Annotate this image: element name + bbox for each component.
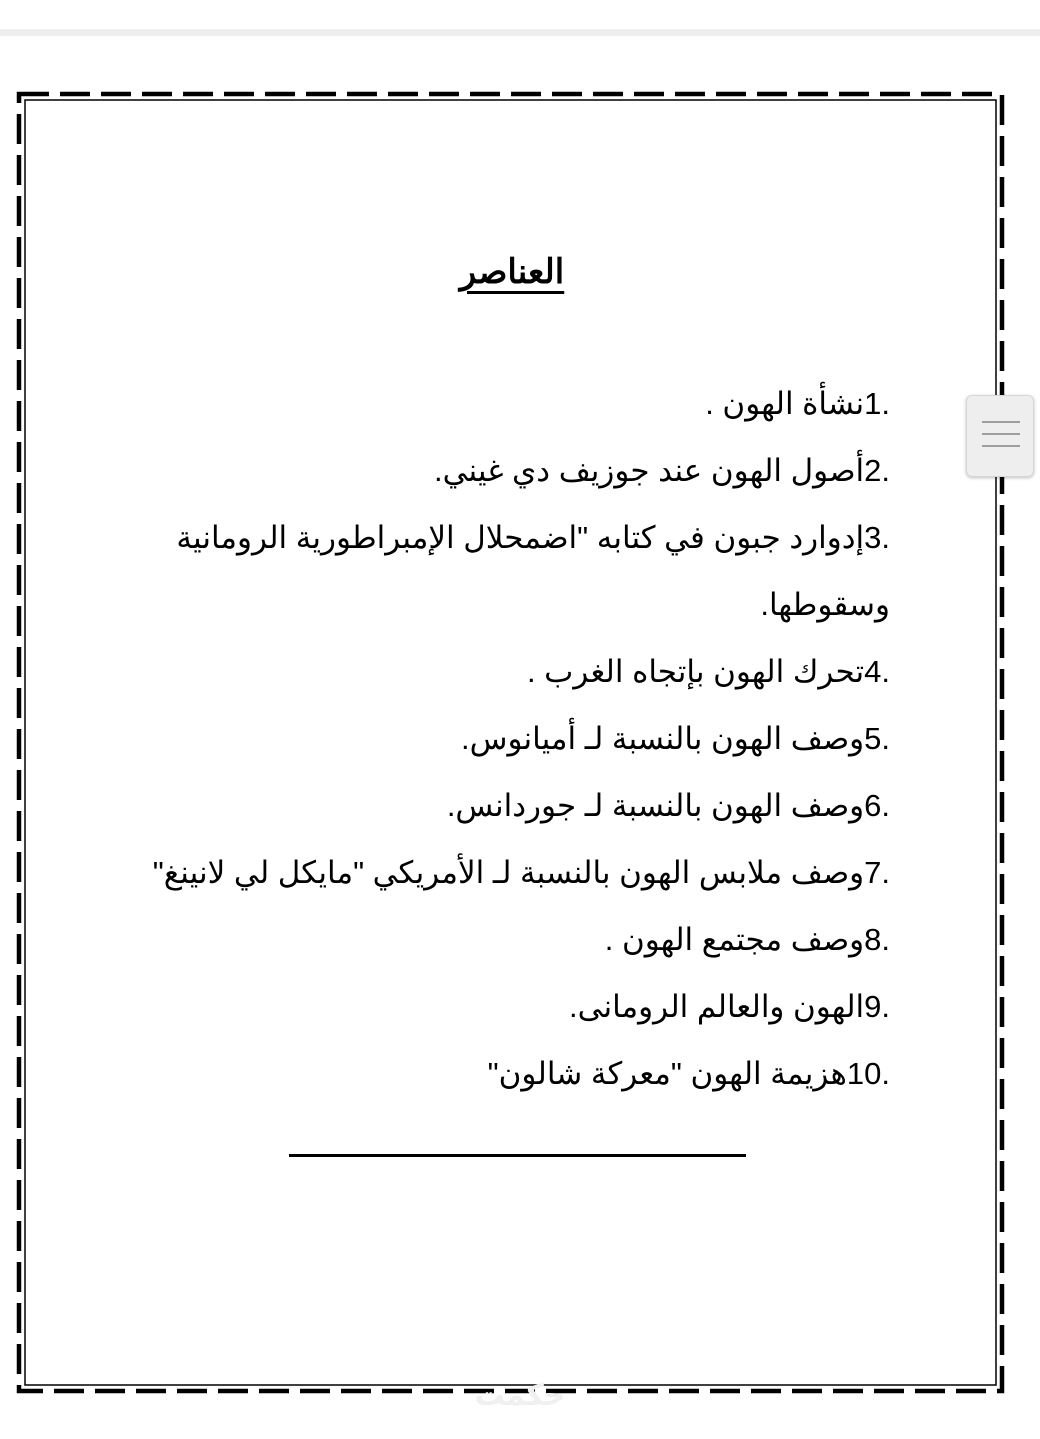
item-text: هزيمة الهون "معركة شالون": [487, 1056, 847, 1091]
list-item: [130, 705, 890, 772]
item-text: أصول الهون عند جوزيف دي غيني.: [434, 453, 865, 488]
scroll-handle[interactable]: [966, 395, 1034, 477]
item-text: وصف مجتمع الهون .: [604, 922, 865, 957]
list-item: [130, 839, 890, 906]
item-text: إدوارد جبون في كتابه "اضمحلال الإمبراطورية الرومانية وسقوطها.: [176, 520, 890, 622]
list-item: [130, 973, 890, 1040]
item-number: 3.: [864, 520, 890, 555]
list-item: [130, 1040, 890, 1107]
grip-line-icon: [982, 433, 1020, 435]
item-text: وصف ملابس الهون بالنسبة لـ الأمريكي "مايكل لي لانينغ": [152, 855, 865, 890]
page-title: [0, 252, 1024, 292]
elements-list: [130, 370, 890, 1107]
list-item: [130, 504, 890, 638]
item-text: تحرك الهون بإتجاه الغرب .: [526, 654, 865, 689]
item-number: 6.: [864, 788, 890, 823]
list-item: [130, 437, 890, 504]
item-number: 10.: [846, 1056, 890, 1091]
list-item: [130, 772, 890, 839]
list-item: [130, 906, 890, 973]
item-text: نشأة الهون .: [705, 386, 865, 421]
item-number: 5.: [864, 721, 890, 756]
item-number: 1.: [864, 386, 890, 421]
item-text: الهون والعالم الرومانى.: [569, 989, 865, 1024]
grip-line-icon: [982, 421, 1020, 423]
item-number: 2.: [864, 453, 890, 488]
grip-line-icon: [982, 445, 1020, 447]
item-text: وصف الهون بالنسبة لـ أميانوس.: [461, 721, 865, 756]
item-number: 7.: [864, 855, 890, 890]
item-number: 8.: [864, 922, 890, 957]
watermark: حكمت: [474, 1378, 566, 1413]
item-number: 9.: [864, 989, 890, 1024]
list-item: [130, 638, 890, 705]
section-end-rule: [289, 1154, 746, 1157]
page-title-text: العناصر: [459, 253, 565, 291]
item-text: وصف الهون بالنسبة لـ جوردانس.: [446, 788, 865, 823]
top-toolbar-strip: [0, 0, 1040, 36]
item-number: 4.: [864, 654, 890, 689]
list-item: [130, 370, 890, 437]
